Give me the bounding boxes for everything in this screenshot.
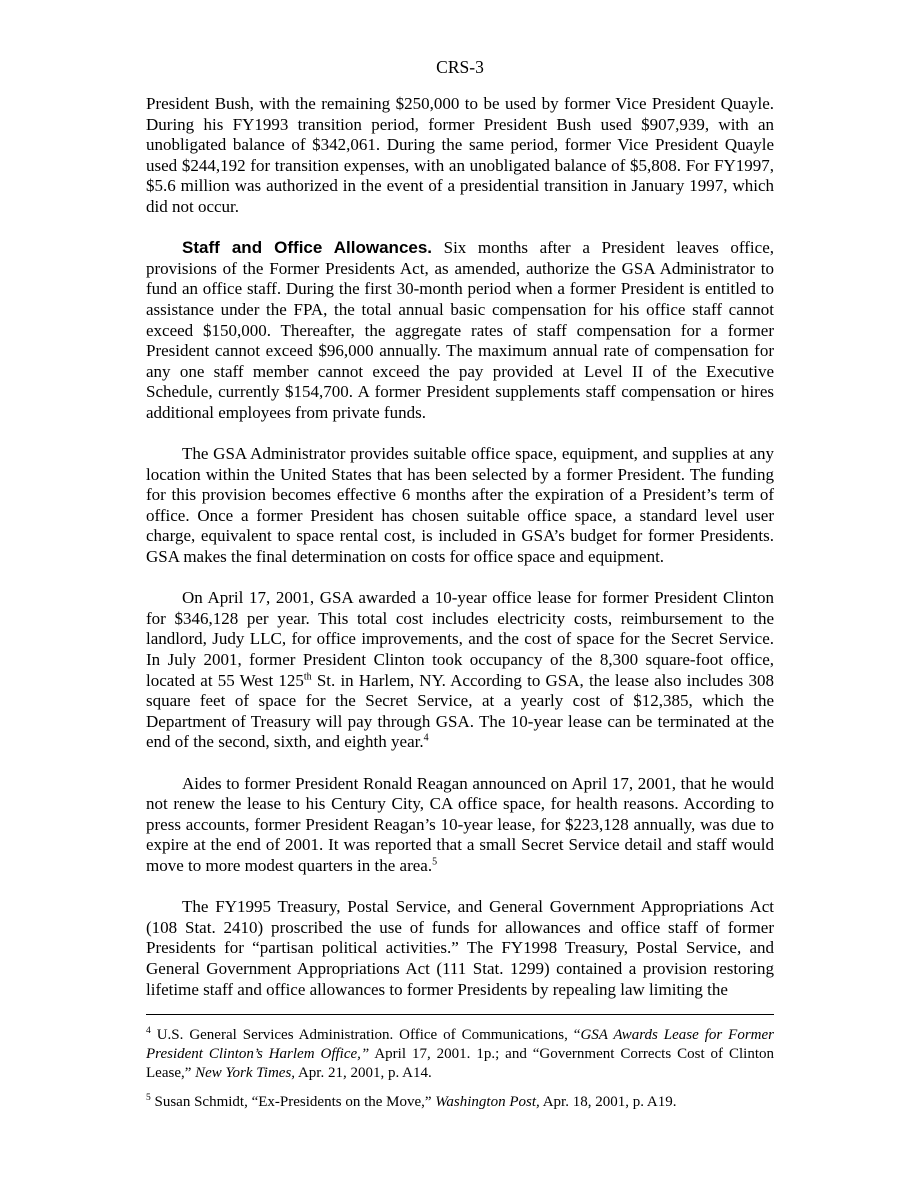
footnote-text: April 17, 2001. 1p.; and “Government Corrects Cost of Clinton Lease,”: [146, 1046, 774, 1081]
paragraph-reagan-lease: [146, 774, 774, 877]
ordinal-suffix: th: [303, 670, 312, 682]
paragraph-transition-funds: President Bush, with the remaining $250,000 to be used by former Vice President Quayle. During his FY1993 transition period, former President Bush used $907,939, with an unobligated balance of $342,061. During the same period, former Vice President Quayle used $244,192 for transition expenses, with an unobligated balance of $5,808. For FY1997, $5.6 million was authorized in the event of a presidential transition in January 1997, which did not occur.: [146, 94, 774, 216]
paragraph-staff-office-allowances: [146, 238, 774, 423]
footnote-number: 5: [146, 1093, 151, 1103]
paragraph-text: Aides to former President Ronald Reagan announced on April 17, 2001, that he would not renew the lease to his Century City, CA office space, for health reasons. According to press accounts, former President Reagan’s 10-year lease, for $223,128 annually, was due to expire at the end of 2001. It was reported that a small Secret Service detail and staff would move to more modest quarters in the area.: [146, 773, 774, 875]
footnote-publication: New York Times,: [195, 1065, 296, 1081]
footnote-divider: [146, 1014, 774, 1015]
page-number-header: CRS-3: [436, 57, 484, 77]
footnote-5: [146, 1093, 774, 1112]
paragraph-office-space: The GSA Administrator provides suitable office space, equipment, and supplies at any location within the United States that has been selected by a former President. The funding for this provision becomes effective 6 months after the expiration of a President’s term of office. Once a former President has chosen suitable office space, a standard level user charge, equivalent to space rental cost, is included in GSA’s budget for former Presidents. GSA makes the final determination on costs for office space and equipment.: [146, 444, 774, 567]
footnote-4: [146, 1026, 774, 1083]
paragraph-text: Six months after a President leaves office, provisions of the Former Presidents Act, as amended, authorize the GSA Administrator to fund an office staff. During the first 30-month period when a former President is entitled to assistance under the FPA, the total annual basic compensation for his office staff cannot exceed $150,000. Thereafter, the aggregate rates of staff compensation for a former President cannot exceed $96,000 annually. The maximum annual rate of compensation for any one staff member cannot exceed the pay provided at Level II of the Executive Schedule, currently $154,700. A former President supplements staff compensation or hires additional employees from private funds.: [146, 238, 774, 422]
paragraph-text: On April 17, 2001, GSA awarded a 10-year office lease for former President Clinton for $346,128 per year. This total cost includes electricity costs, reimbursement to the landlord, Judy LLC, for office improvements, and the cost of space for the Secret Service. In July 2001, former President Clinton took occupancy of the 8,300 square-foot office, located at 55 West 125: [146, 588, 774, 690]
footnote-reference-4[interactable]: 4: [423, 732, 429, 744]
paragraph-text: St. in Harlem, NY. According to GSA, the lease also includes 308 square feet of space for the Secret Service, at a yearly cost of $12,385, which the Department of Treasury will pay through GSA. The 10-year lease can be terminated at the end of the second, sixth, and eighth year.: [146, 670, 774, 752]
footnote-publication: Washington Post,: [435, 1094, 540, 1110]
document-body: [146, 94, 774, 1021]
footnote-text: Apr. 18, 2001, p. A19.: [539, 1094, 677, 1110]
footnote-title: GSA Awards Lease for Former President Clinton’s Harlem Office,”: [146, 1027, 774, 1062]
section-heading-staff-office-allowances: Staff and Office Allowances.: [182, 238, 433, 258]
footnote-text: U.S. General Services Administration. Office of Communications, “: [150, 1027, 581, 1043]
footnote-reference-5[interactable]: 5: [432, 856, 438, 868]
paragraph-appropriations-acts: The FY1995 Treasury, Postal Service, and General Government Appropriations Act (108 Stat. 2410) proscribed the use of funds for allowances and office staff of former Presidents for “partisan political activities.” The FY1998 Treasury, Postal Service, and General Government Appropriations Act (111 Stat. 1299) contained a provision restoring lifetime staff and office allowances to former Presidents by repealing law limiting the: [146, 897, 774, 999]
footnotes-section: [146, 1026, 774, 1122]
paragraph-clinton-lease: [146, 588, 774, 753]
footnote-text: Apr. 21, 2001, p. A14.: [295, 1065, 432, 1081]
footnote-text: Susan Schmidt, “Ex-Presidents on the Move,”: [150, 1094, 436, 1110]
footnote-number: 4: [146, 1026, 151, 1036]
